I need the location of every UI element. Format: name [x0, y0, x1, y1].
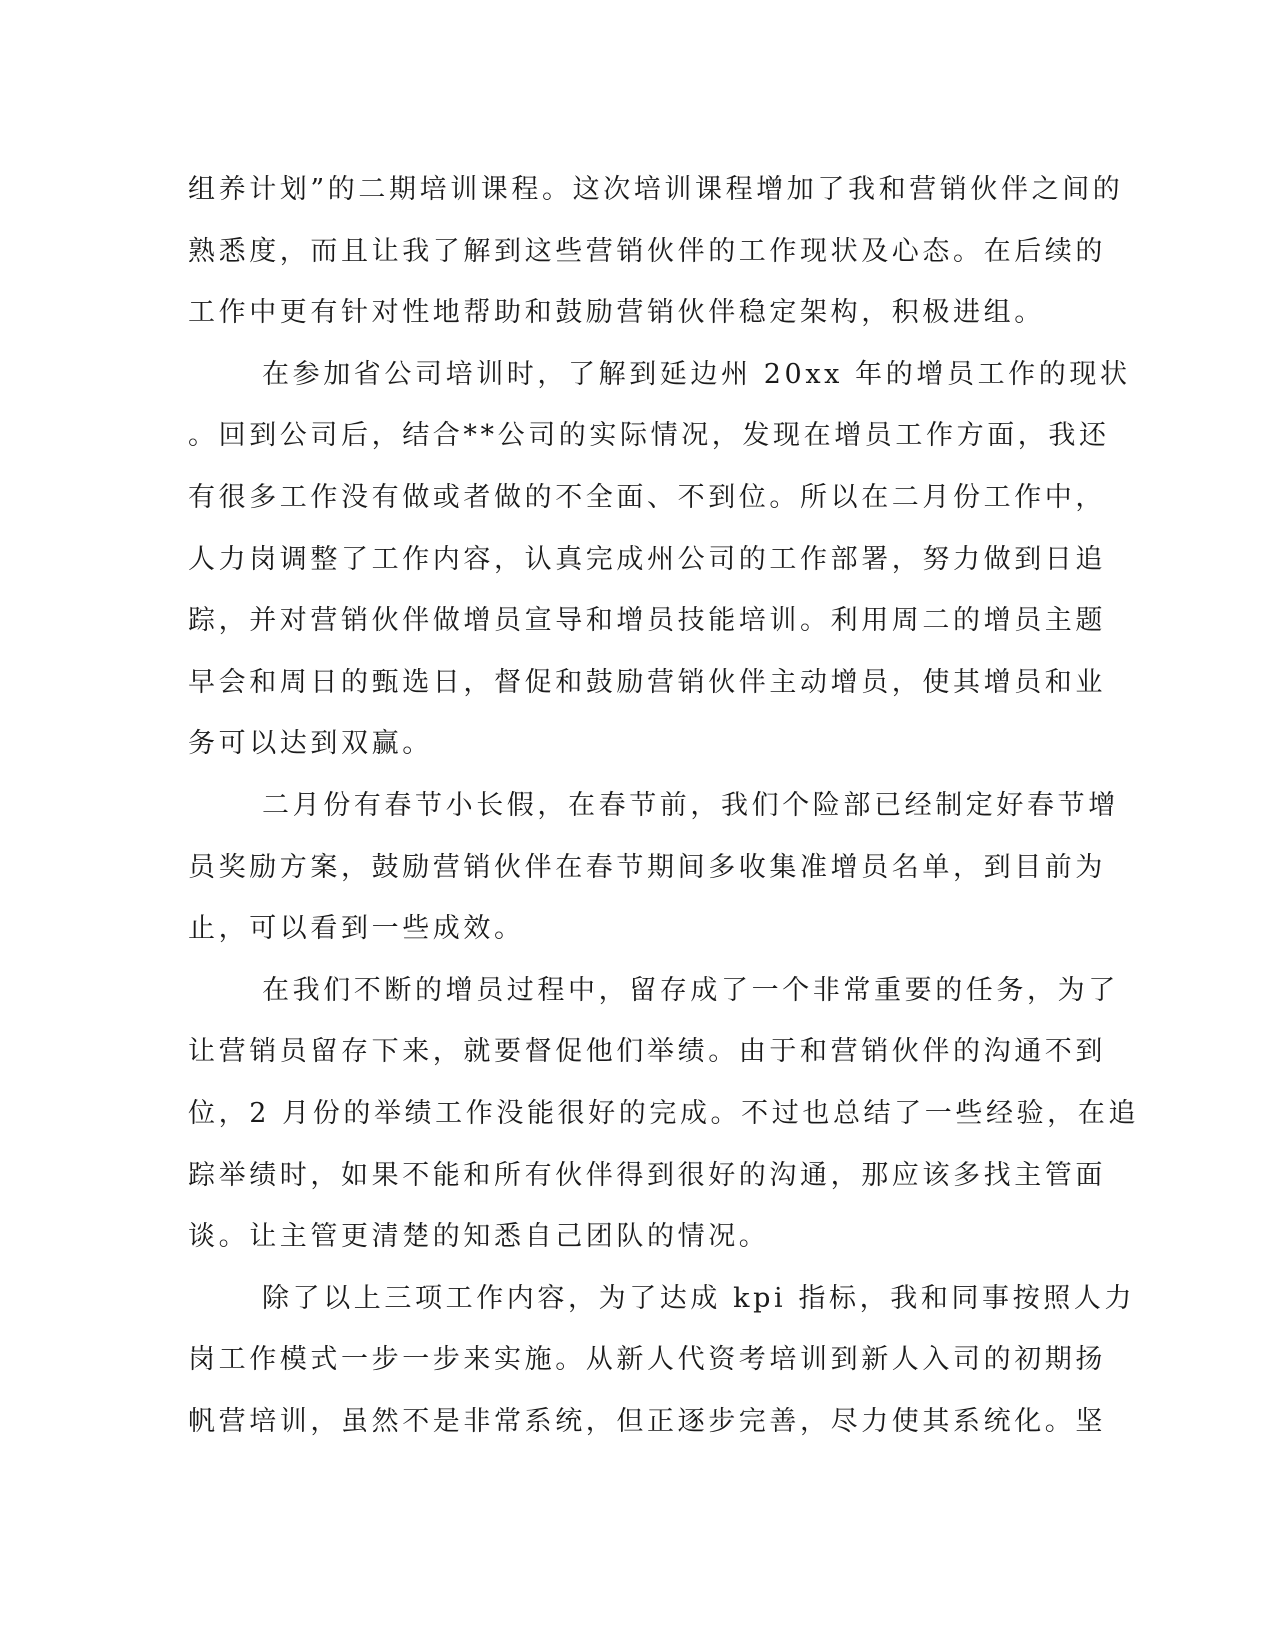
- text-line: 帆营培训，虽然不是非常系统，但正逐步完善，尽力使其系统化。坚: [188, 1405, 1106, 1437]
- text-line: 熟悉度，而且让我了解到这些营销伙伴的工作现状及心态。在后续的: [188, 235, 1106, 267]
- paragraph-5: [188, 1268, 1136, 1453]
- text-line: 位，2 月份的举绩工作没能很好的完成。不过也总结了一些经验，在追: [188, 1097, 1139, 1129]
- text-line: 务可以达到双赢。: [188, 728, 433, 760]
- paragraph-4: [188, 960, 1139, 1268]
- paragraph-2: [188, 344, 1131, 775]
- text-line: 工作中更有针对性地帮助和鼓励营销伙伴稳定架构，积极进组。: [188, 297, 1045, 329]
- paragraph-1: [188, 159, 1124, 344]
- text-line: 在我们不断的增员过程中，留存成了一个非常重要的任务，为了: [262, 974, 1119, 1006]
- text-line: 让营销员留存下来，就要督促他们举绩。由于和营销伙伴的沟通不到: [188, 1036, 1106, 1068]
- text-line: 止，可以看到一些成效。: [188, 913, 525, 945]
- text-line: 。回到公司后，结合**公司的实际情况，发现在增员工作方面，我还: [188, 420, 1110, 452]
- text-line: 二月份有春节小长假，在春节前，我们个险部已经制定好春节增: [262, 789, 1119, 821]
- text-line: 员奖励方案，鼓励营销伙伴在春节期间多收集准增员名单，到目前为: [188, 851, 1106, 883]
- text-line: 在参加省公司培训时，了解到延边州 20xx 年的增员工作的现状: [262, 358, 1131, 390]
- document-body: [188, 159, 1139, 1452]
- text-line: 踪举绩时，如果不能和所有伙伴得到很好的沟通，那应该多找主管面: [188, 1159, 1106, 1191]
- text-line: 有很多工作没有做或者做的不全面、不到位。所以在二月份工作中，: [188, 481, 1106, 513]
- text-line: 除了以上三项工作内容，为了达成 kpi 指标，我和同事按照人力: [262, 1282, 1136, 1314]
- text-line: 组养计划”的二期培训课程。这次培训课程增加了我和营销伙伴之间的: [188, 174, 1124, 205]
- text-line: 踪，并对营销伙伴做增员宣导和增员技能培训。利用周二的增员主题: [188, 605, 1106, 637]
- paragraph-3: [188, 775, 1119, 960]
- text-line: 人力岗调整了工作内容，认真完成州公司的工作部署，努力做到日追: [188, 543, 1106, 575]
- text-line: 谈。让主管更清楚的知悉自己团队的情况。: [188, 1221, 770, 1253]
- text-line: 岗工作模式一步一步来实施。从新人代资考培训到新人入司的初期扬: [188, 1344, 1106, 1376]
- text-line: 早会和周日的甄选日，督促和鼓励营销伙伴主动增员，使其增员和业: [188, 666, 1106, 698]
